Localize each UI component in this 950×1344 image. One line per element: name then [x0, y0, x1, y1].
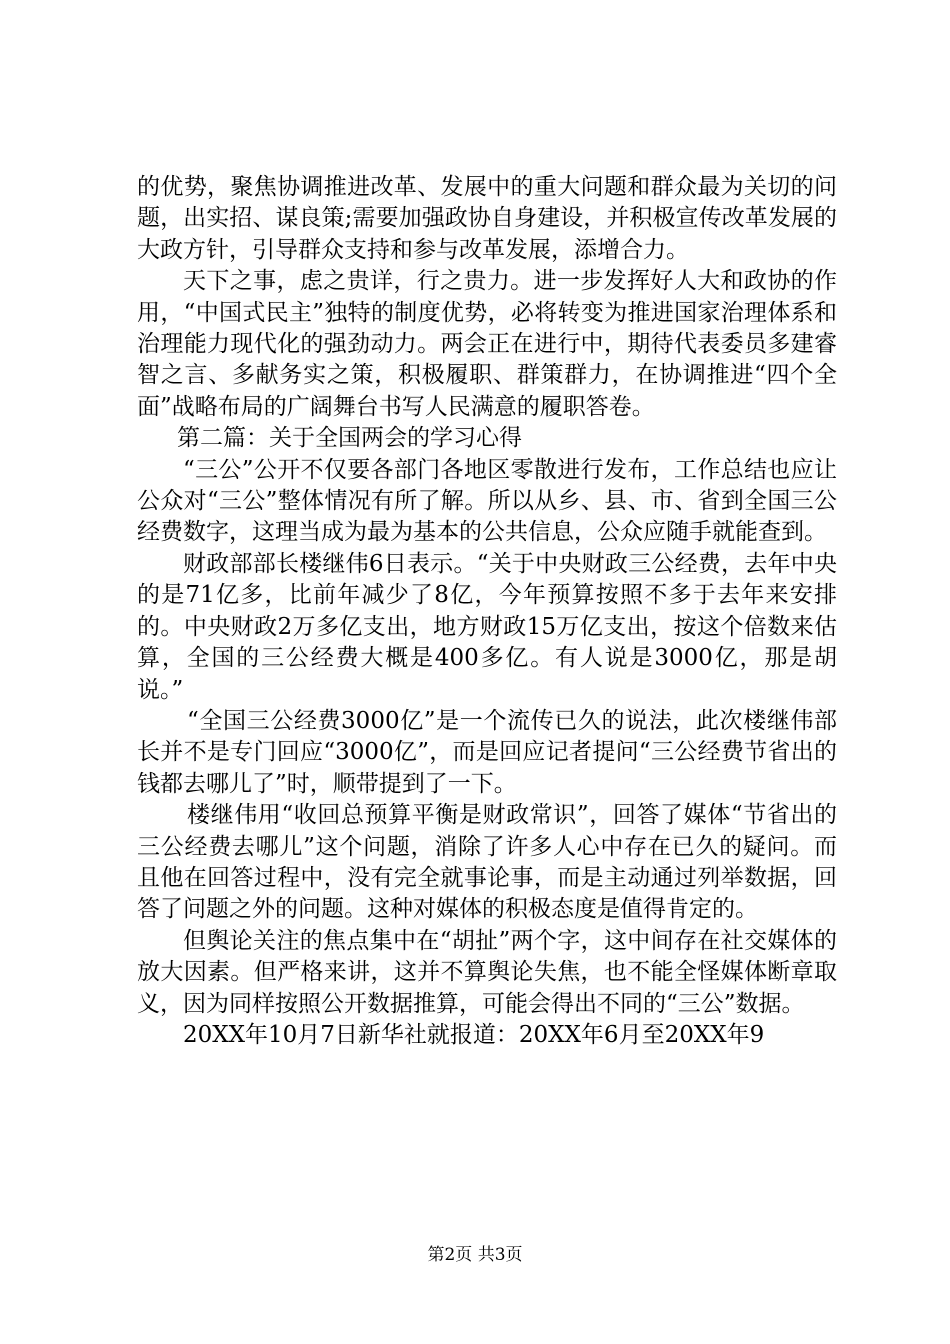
- section-heading: 第二篇：关于全国两会的学习心得: [177, 425, 522, 452]
- paragraph: 财政部部长楼继伟6日表示。“关于中央财政三公经费，去年中央的是71亿多，比前年减少了8亿，今年预算按照不多于去年来安排的。中央财政2万多亿支出，地方财政15万亿支出，按这个倍数来估算，全国的三公经费大概是400多亿。有人说是3000亿，那是胡说。”: [137, 550, 837, 703]
- paragraph: “全国三公经费3000亿”是一个流传已久的说法，此次楼继伟部长并不是专门回应“3000亿”，而是回应记者提问“三公经费节省出的钱都去哪儿了”时，顺带提到了一下。: [137, 707, 837, 797]
- paragraph: “三公”公开不仅要各部门各地区零散进行发布，工作总结也应让公众对“三公”整体情况有所了解。所以从乡、县、市、省到全国三公经费数字，这理当成为最为基本的公共信息，公众应随手就能查到。: [137, 456, 837, 546]
- paragraph-truncated: 20XX年10月7日新华社就报道：20XX年6月至20XX年9: [183, 1021, 765, 1048]
- page-number: 第2页 共3页: [427, 1245, 523, 1265]
- document-body: [137, 172, 837, 1051]
- paragraph: 楼继伟用“收回总预算平衡是财政常识”，回答了媒体“节省出的三公经费去哪儿”这个问题，消除了许多人心中存在已久的疑问。而且他在回答过程中，没有完全就事论事，而是主动通过列举数据，回答了问题之外的问题。这种对媒体的积极态度是值得肯定的。: [137, 802, 837, 923]
- paragraph: 但舆论关注的焦点集中在“胡扯”两个字，这中间存在社交媒体的放大因素。但严格来讲，这并不算舆论失焦，也不能全怪媒体断章取义，因为同样按照公开数据推算，可能会得出不同的“三公”数据。: [137, 927, 837, 1017]
- paragraph: 天下之事，虑之贵详，行之贵力。进一步发挥好人大和政协的作用，“中国式民主”独特的制度优势，必将转变为推进国家治理体系和治理能力现代化的强劲动力。两会正在进行中，期待代表委员多建睿智之言、多献务实之策，积极履职、群策群力，在协调推进“四个全面”战略布局的广阔舞台书写人民满意的履职答卷。: [137, 268, 837, 420]
- paragraph-continuation: 的优势，聚焦协调推进改革、发展中的重大问题和群众最为关切的问题，出实招、谋良策;需要加强政协自身建设，并积极宣传改革发展的大政方针，引导群众支持和参与改革发展，添增合力。: [137, 174, 837, 263]
